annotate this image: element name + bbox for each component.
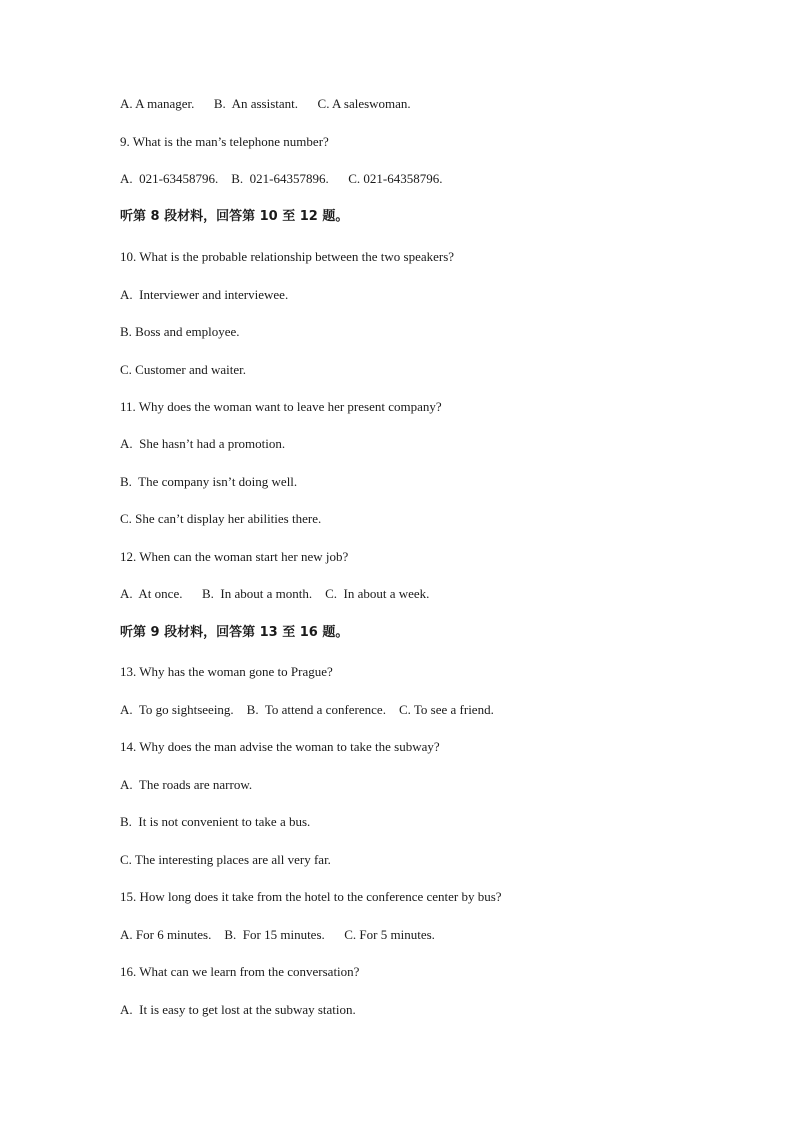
q9-question: 9. What is the man’s telephone number? <box>120 134 329 149</box>
q14-option-b: B. It is not convenient to take a bus. <box>120 814 311 829</box>
q9-options: A. 021-63458796. B. 021-64357896. C. 021-64358796. <box>120 171 443 186</box>
section-heading-8: 听第 8 段材料，回答第 10 至 12 题。 <box>120 209 349 224</box>
q10-option-a: A. Interviewer and interviewee. <box>120 287 289 302</box>
q11-option-a: A. She hasn’t had a promotion. <box>120 436 286 451</box>
q10-option-b: B. Boss and employee. <box>120 324 240 339</box>
q14-option-c: C. The interesting places are all very far. <box>120 852 331 867</box>
q11-option-c: C. She can’t display her abilities there. <box>120 511 322 526</box>
q16-option-a: A. It is easy to get lost at the subway station. <box>120 1002 356 1017</box>
q13-question: 13. Why has the woman gone to Prague? <box>120 664 333 679</box>
q12-question: 12. When can the woman start her new job? <box>120 549 349 564</box>
q10-option-c: C. Customer and waiter. <box>120 362 247 377</box>
q10-question: 10. What is the probable relationship between the two speakers? <box>120 249 455 264</box>
section-heading-9: 听第 9 段材料，回答第 13 至 16 题。 <box>120 625 349 640</box>
q11-option-b: B. The company isn’t doing well. <box>120 474 298 489</box>
q14-question: 14. Why does the man advise the woman to take the subway? <box>120 739 440 754</box>
q8-options: A. A manager. B. An assistant. C. A saleswoman. <box>120 96 411 111</box>
q13-options: A. To go sightseeing. B. To attend a conference. C. To see a friend. <box>120 702 494 717</box>
q14-option-a: A. The roads are narrow. <box>120 777 253 792</box>
q16-question: 16. What can we learn from the conversation? <box>120 964 360 979</box>
q11-question: 11. Why does the woman want to leave her present company? <box>120 399 442 414</box>
q15-options: A. For 6 minutes. B. For 15 minutes. C. For 5 minutes. <box>120 927 435 942</box>
q15-question: 15. How long does it take from the hotel to the conference center by bus? <box>120 889 502 904</box>
q12-options: A. At once. B. In about a month. C. In about a week. <box>120 586 430 601</box>
